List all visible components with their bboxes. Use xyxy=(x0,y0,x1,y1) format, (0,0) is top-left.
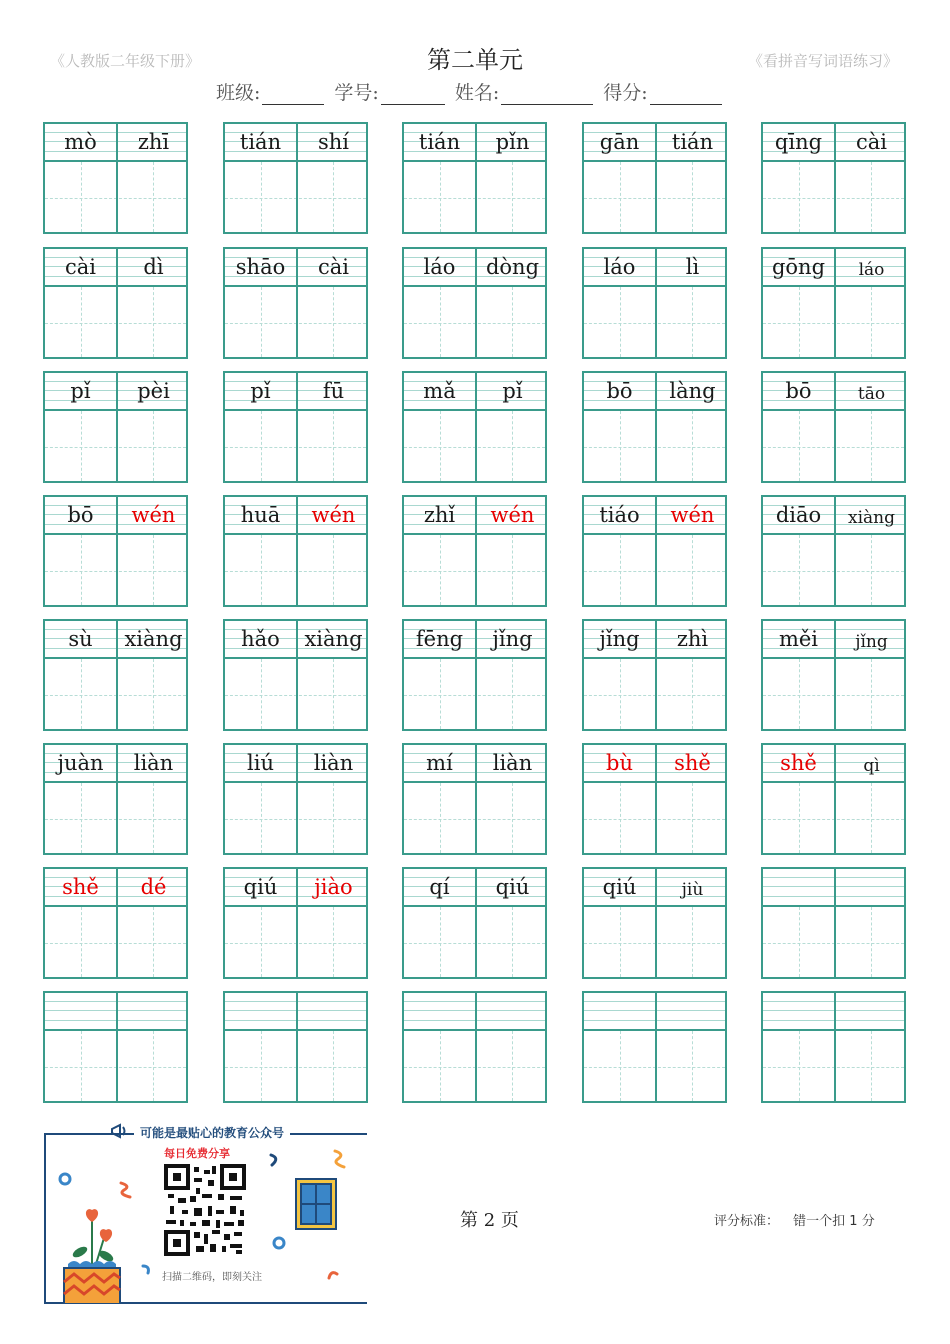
pinyin-2: jiào xyxy=(314,875,353,899)
pinyin-1: qiú xyxy=(243,875,278,899)
word-cell[interactable] xyxy=(402,867,547,979)
pinyin-2: jǐng xyxy=(855,632,888,652)
word-cell[interactable] xyxy=(223,371,368,483)
window-icon xyxy=(295,1178,337,1230)
pinyin-1: mò xyxy=(64,130,97,154)
word-cell[interactable] xyxy=(223,495,368,607)
word-cell[interactable] xyxy=(582,247,727,359)
word-cell[interactable] xyxy=(761,371,906,483)
pinyin-1: tián xyxy=(239,130,282,154)
pinyin-1: zhǐ xyxy=(423,503,456,527)
pinyin-1: fēng xyxy=(415,627,464,651)
score-label: 得分: xyxy=(603,82,648,104)
name-label: 姓名: xyxy=(454,82,500,104)
qr-code-icon[interactable] xyxy=(164,1164,246,1256)
word-cell[interactable] xyxy=(761,122,906,234)
pinyin-2: liàn xyxy=(313,751,354,775)
pinyin-1: cài xyxy=(65,255,96,279)
pinyin-1: liú xyxy=(247,751,274,775)
page-title: 第二单元 xyxy=(427,46,523,74)
pinyin-2: jiù xyxy=(681,880,704,900)
student-info xyxy=(216,78,722,105)
word-cell[interactable] xyxy=(43,122,188,234)
pinyin-1: bù xyxy=(606,751,633,775)
pinyin-1: gōng xyxy=(771,255,826,279)
pinyin-2: xiàng xyxy=(304,627,363,651)
word-cell[interactable] xyxy=(43,867,188,979)
pinyin-1: huā xyxy=(240,503,281,527)
pinyin-2: wén xyxy=(670,503,715,527)
name-field[interactable] xyxy=(501,81,593,105)
word-cell[interactable] xyxy=(761,867,906,979)
pinyin-1: qīng xyxy=(774,130,823,154)
pinyin-2: shí xyxy=(317,130,350,154)
scoring-rule xyxy=(714,1210,875,1229)
word-cell[interactable] xyxy=(223,991,368,1103)
squiggle-deco-icon xyxy=(326,1268,340,1282)
scoring-value: 错一个扣 1 分 xyxy=(793,1214,875,1229)
promo-subtitle: 每日免费分享 xyxy=(164,1147,230,1160)
pinyin-2: xiàng xyxy=(124,627,183,651)
id-label: 学号: xyxy=(334,82,379,104)
word-cell[interactable] xyxy=(43,619,188,731)
scan-caption: 扫描二维码，即刻关注 xyxy=(162,1272,262,1283)
pinyin-2: pǐ xyxy=(502,379,523,403)
promo-title: 可能是最贴心的教育公众号 xyxy=(134,1124,290,1141)
pinyin-2: dé xyxy=(140,875,167,899)
pinyin-1: gān xyxy=(599,130,640,154)
word-cell[interactable] xyxy=(761,495,906,607)
pinyin-1: diāo xyxy=(775,503,822,527)
word-cell[interactable] xyxy=(402,247,547,359)
word-cell[interactable] xyxy=(582,867,727,979)
exercise-label: 《看拼音写词语练习》 xyxy=(747,52,898,70)
pinyin-2: qiú xyxy=(495,875,530,899)
pinyin-2: liàn xyxy=(492,751,533,775)
pinyin-2: cài xyxy=(318,255,349,279)
pinyin-1: hǎo xyxy=(241,627,280,651)
pinyin-2: qì xyxy=(863,756,880,776)
squiggle-deco-icon xyxy=(140,1262,154,1276)
word-cell[interactable] xyxy=(402,991,547,1103)
word-cell[interactable] xyxy=(223,122,368,234)
word-cell[interactable] xyxy=(582,991,727,1103)
class-label: 班级: xyxy=(216,82,261,104)
pinyin-1: shāo xyxy=(235,255,286,279)
squiggle-deco-icon xyxy=(332,1148,348,1170)
pinyin-1: měi xyxy=(778,627,819,651)
pinyin-1: pǐ xyxy=(250,379,271,403)
pinyin-2: dòng xyxy=(485,255,540,279)
class-field[interactable] xyxy=(262,81,324,105)
pinyin-2: xiàng xyxy=(848,508,895,528)
word-cell[interactable] xyxy=(761,247,906,359)
word-cell[interactable] xyxy=(582,619,727,731)
word-cell[interactable] xyxy=(582,495,727,607)
word-cell[interactable] xyxy=(43,991,188,1103)
flower-pot-icon xyxy=(62,1208,124,1304)
word-cell[interactable] xyxy=(43,743,188,855)
pinyin-2: wén xyxy=(490,503,535,527)
word-cell[interactable] xyxy=(761,991,906,1103)
pinyin-2: jǐng xyxy=(492,627,533,651)
word-cell[interactable] xyxy=(402,619,547,731)
word-cell[interactable] xyxy=(402,743,547,855)
pinyin-2: làng xyxy=(669,379,716,403)
word-cell[interactable] xyxy=(761,619,906,731)
pinyin-2: wén xyxy=(311,503,356,527)
pinyin-1: pǐ xyxy=(70,379,91,403)
pinyin-2: tāo xyxy=(857,384,886,404)
promo-card xyxy=(44,1124,367,1304)
squiggle-deco-icon xyxy=(118,1180,134,1200)
pinyin-1: láo xyxy=(423,255,456,279)
pinyin-2: tián xyxy=(671,130,714,154)
word-cell[interactable] xyxy=(43,495,188,607)
pinyin-1: shě xyxy=(62,875,99,899)
pinyin-1: qiú xyxy=(602,875,637,899)
id-field[interactable] xyxy=(381,81,445,105)
scoring-label: 评分标准： xyxy=(714,1214,780,1229)
word-cell[interactable] xyxy=(223,867,368,979)
word-cell[interactable] xyxy=(582,743,727,855)
pinyin-1: láo xyxy=(603,255,636,279)
pinyin-2: pǐn xyxy=(495,130,530,154)
pinyin-1: juàn xyxy=(57,751,104,775)
pinyin-1: sù xyxy=(68,627,93,651)
word-cell[interactable] xyxy=(761,743,906,855)
pinyin-2: láo xyxy=(858,260,885,280)
pinyin-2: pèi xyxy=(137,379,170,403)
pinyin-2: dì xyxy=(143,255,164,279)
pinyin-1: tiáo xyxy=(599,503,640,527)
word-cell[interactable] xyxy=(223,247,368,359)
word-cell[interactable] xyxy=(582,371,727,483)
pinyin-1: jǐng xyxy=(599,627,640,651)
pinyin-2: lì xyxy=(685,255,700,279)
pinyin-2: liàn xyxy=(133,751,174,775)
page-number: 第 2 页 xyxy=(460,1210,519,1231)
pinyin-1: mǎ xyxy=(423,379,456,403)
pinyin-2: zhì xyxy=(676,627,709,651)
pinyin-2: cài xyxy=(856,130,887,154)
word-cell[interactable] xyxy=(402,371,547,483)
pinyin-2: zhī xyxy=(137,130,170,154)
pinyin-1: bō xyxy=(67,503,94,527)
word-cell[interactable] xyxy=(402,122,547,234)
pinyin-1: tián xyxy=(418,130,461,154)
word-cell[interactable] xyxy=(223,743,368,855)
book-label: 《人教版二年级下册》 xyxy=(50,52,201,70)
pinyin-1: mí xyxy=(426,751,453,775)
circle-deco-icon xyxy=(272,1236,286,1250)
word-cell[interactable] xyxy=(223,619,368,731)
pinyin-2: wén xyxy=(131,503,176,527)
word-cell[interactable] xyxy=(43,371,188,483)
word-cell[interactable] xyxy=(402,495,547,607)
circle-deco-icon xyxy=(58,1172,72,1186)
pinyin-1: bō xyxy=(785,379,812,403)
word-cell[interactable] xyxy=(582,122,727,234)
pinyin-1: shě xyxy=(780,751,817,775)
word-cell[interactable] xyxy=(43,247,188,359)
megaphone-icon xyxy=(110,1122,130,1140)
score-field[interactable] xyxy=(650,81,722,105)
pinyin-1: bō xyxy=(606,379,633,403)
squiggle-deco-icon xyxy=(268,1152,282,1168)
pinyin-1: qí xyxy=(429,875,450,899)
pinyin-2: shě xyxy=(674,751,711,775)
pinyin-2: fū xyxy=(322,379,345,403)
